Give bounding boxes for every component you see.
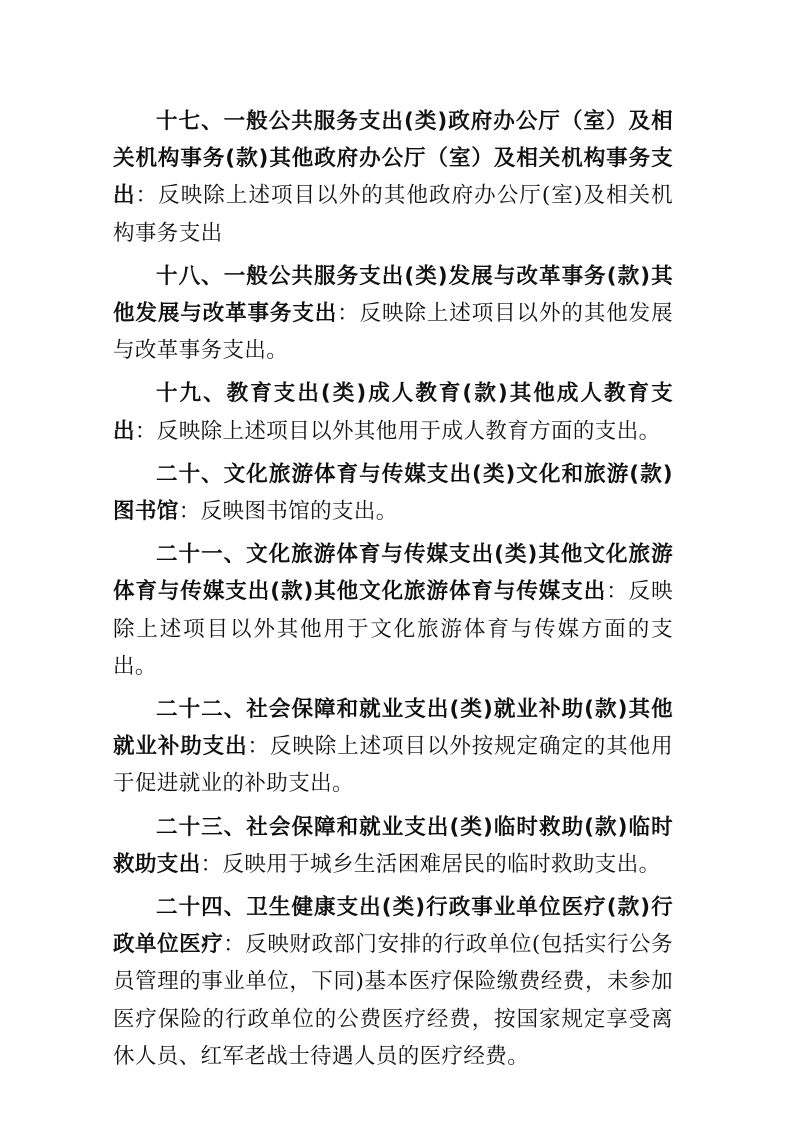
paragraph-22	[113, 691, 673, 803]
paragraph-heading: 二十四、卫生健康支出(类)行政事业单位医疗(款)行政单位医疗	[113, 895, 673, 958]
paragraph-body: ：反映除上述项目以外其他用于成人教育方面的支出。	[134, 418, 661, 444]
paragraph-heading: 二十二、社会保障和就业支出(类)就业补助(款)其他就业补助支出	[113, 697, 673, 760]
paragraph-body: ：反映图书馆的支出。	[178, 499, 398, 525]
paragraph-body: ：反映财政部门安排的行政单位(包括实行公务员管理的事业单位，下同)基本医疗保险缴费经费，未参加医疗保险的行政单位的公费医疗经费，按国家规定享受离休人员、红军老战士待遇人员的医疗经费。	[113, 932, 673, 1069]
paragraph-24	[113, 889, 673, 1075]
paragraph-21	[113, 536, 673, 685]
paragraph-heading: 二十三、社会保障和就业支出(类)临时救助(款)临时救助支出	[113, 814, 673, 877]
paragraph-body: ：反映用于城乡生活困难居民的临时救助支出。	[200, 851, 661, 877]
paragraph-heading: 二十一、文化旅游体育与传媒支出(类)其他文化旅游体育与传媒支出(款)其他文化旅游体育与传媒支出	[113, 542, 673, 605]
paragraph-body: ：反映除上述项目以外的其他发展与改革事务支出。	[113, 301, 673, 364]
paragraph-heading: 十九、教育支出(类)成人教育(款)其他成人教育支出	[113, 381, 673, 444]
paragraph-18	[113, 258, 673, 370]
paragraph-heading: 二十、文化旅游体育与传媒支出(类)文化和旅游(款)图书馆	[113, 461, 673, 525]
paragraph-body: ：反映除上述项目以外其他用于文化旅游体育与传媒方面的支出。	[113, 579, 674, 679]
paragraph-heading: 十八、一般公共服务支出(类)发展与改革事务(款)其他发展与改革事务支出	[113, 263, 673, 327]
paragraph-body: ：反映除上述项目以外按规定确定的其他用于促进就业的补助支出。	[113, 734, 673, 797]
paragraph-20	[113, 456, 673, 530]
paragraph-19	[113, 375, 673, 449]
paragraph-heading: 十七、一般公共服务支出(类)政府办公厅（室）及相关机构事务(款)其他政府办公厅（室）及相关机构事务支出	[113, 109, 673, 209]
paragraph-23	[113, 809, 673, 883]
paragraph-17	[113, 103, 673, 252]
paragraph-body: ：反映除上述项目以外的其他政府办公厅(室)及相关机构事务支出	[113, 183, 673, 246]
document-page	[113, 103, 673, 1081]
